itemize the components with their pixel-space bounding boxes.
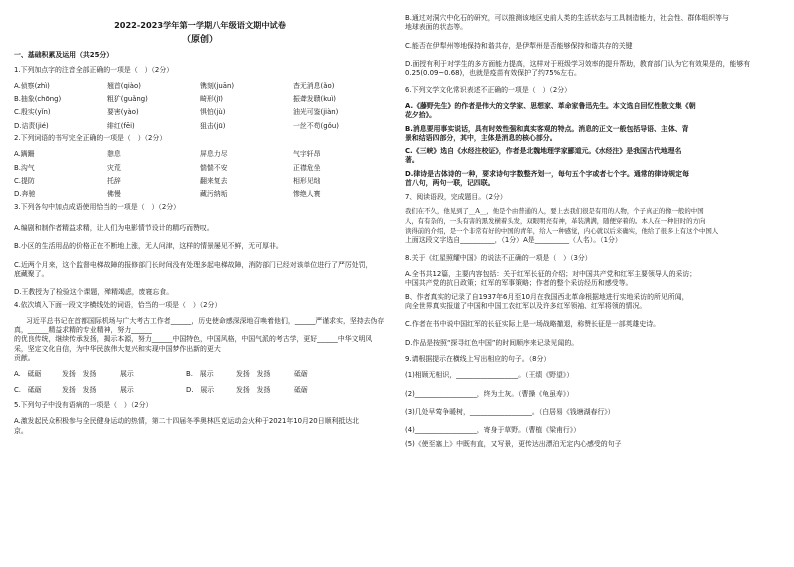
question-8-option-c: C.作者在书中说中国红军的长征实际上是一场战略撤退，称赞长征是一部英雄史诗。 xyxy=(405,320,661,329)
question-5-option-d: D.面授有利于对学生的多方面能力提高，这样对于班级学习效率的提升帮助，教育部门认为它有效果是的，能够有 xyxy=(405,59,751,68)
option-text: 畸形(jī) xyxy=(200,95,223,104)
question-5-option-b: B.通过对洞穴中化石的研究，可以推测该地区史前人类的生活状态与工具制造能力，社会性、群体组织等与 xyxy=(405,14,729,22)
question-4-passage: 习近平总书记在首都国际机场与广大考古工作者______，历史使命感深深地召唤着他们，______严谨求实，坚持去伪存真，______精益求精的专业精神，努力______ xyxy=(14,316,385,335)
question-1-stem: 1.下列加点字的注音全部正确的一项是（ ）（2分） xyxy=(14,65,174,74)
question-6-stem: 6.下列文学文化常识表述不正确的一项是（ ）（2分） xyxy=(405,85,571,94)
option-text: 砥砺 xyxy=(294,370,308,379)
question-9-line: (4)__________________，寄身于草野。（曹植《梁甫行》） xyxy=(405,426,581,435)
option-text: A. 砥砺 xyxy=(14,370,42,379)
option-text: A.蹒跚 xyxy=(14,150,35,159)
option-text: 佛慢 xyxy=(107,190,121,199)
question-5-stem: 5.下列句子中没有语病的一项是（ ）（2分） xyxy=(14,401,153,410)
question-5-option-a: A.激发起民众积极参与全民健身运动的热情，第二十四届冬季奥林匹克运动会火种于2021年10月20日顺利抵达北 xyxy=(14,417,360,426)
option-text: B.抽象(chōng) xyxy=(14,95,62,104)
option-text: 一丝不苟(gǒu) xyxy=(293,121,339,130)
option-text: 发扬 发扬 xyxy=(62,385,97,394)
question-7-stem: 7、阅读语段，完成题目。（2分） xyxy=(405,193,507,202)
option-text: 翻来复去 xyxy=(200,177,228,186)
question-3-option-c: C.近两个月来，这个监督电梯故障的报修部门长时间没有处理多起电梯故障，消防部门已经对该单位进行了严厉处罚， xyxy=(14,260,373,269)
option-text: 藏污纳垢 xyxy=(200,190,228,199)
question-3-option-a: A.编剧和制作者精益求精，让人们为电影情节设计的精巧而赞叹。 xyxy=(14,223,214,232)
option-text: 粗犷(guǎng) xyxy=(107,95,148,104)
question-4-option-row xyxy=(14,386,386,395)
option-text: 灾荒 xyxy=(107,163,121,172)
question-2-option-row xyxy=(14,150,386,159)
question-6-option-a-cont: 花夕拾》。 xyxy=(405,111,437,120)
question-3-option-c-cont: 底藏聚了。 xyxy=(14,269,49,278)
option-text: 托辞 xyxy=(107,177,121,186)
option-text: 振聋发聩(kuì) xyxy=(293,95,336,104)
option-text: 惨绝人寰 xyxy=(293,190,321,199)
option-text: 镌刻(juān) xyxy=(200,81,235,90)
option-text: 杳无消息(ǎo) xyxy=(293,81,335,90)
question-1-option-row xyxy=(14,95,386,104)
option-text: B. 展示 xyxy=(186,370,214,379)
question-6-option-a: A.《藤野先生》的作者是伟大的文学家、思想家、革命家鲁迅先生。本文选自回忆性散文集《朝 xyxy=(405,101,696,110)
question-2-option-row xyxy=(14,190,386,199)
question-8-option-a-cont: 中国共产党的抗日政策；红军的军事策略；作者的整个采访经历和感受等。 xyxy=(405,279,633,288)
question-8-option-b: B、作者真实的记录了自1937年6月至10月在我国西北革命根据地进行实地采访的所见所闻， xyxy=(405,292,689,301)
option-text: 气宇轩昂 xyxy=(293,150,321,159)
question-4-stem: 4.依次填入下面一段文字横线处的词语，恰当的一项是（ ）（2分） xyxy=(14,300,222,309)
question-8-option-d: D.作品是按照“探寻红色中国”的时间顺序来记录见闻的。 xyxy=(405,338,579,347)
question-5-option-b-cont: 地球表面的状态等。 xyxy=(405,23,468,32)
question-5-option-a-cont: 京。 xyxy=(14,426,28,435)
question-6-option-d-cont: 首八句，两句一联，记四联。 xyxy=(405,179,495,188)
question-3-option-d: D.王教授为了检验这个课题，殚精竭虑，废寝忘食。 xyxy=(14,288,174,297)
question-5-option-d-cont: 0.25(0.09~0.68)，也就是疫苗有效保护了约75%左右。 xyxy=(405,69,581,78)
question-9-line: (3)几处早莺争暖树，__________________。（白居易《钱塘湖春行》） xyxy=(405,407,615,416)
section-heading: 一、基础积累及运用（共25分） xyxy=(14,51,114,60)
option-text: 发扬 发扬 xyxy=(62,370,97,379)
question-4-passage: 的优良传统，继续传承发扬，揭示本源，努力______中国特色，中国风格，中国气派的考古学，更好______中华文明风采，坚定文化自信，为中华民族伟大复兴和实现中国梦作出新的更大 xyxy=(14,335,373,353)
question-2-stem: 2.下列词语的书写完全正确的一项是（ ）（2分） xyxy=(14,134,167,143)
passage-line: 读得前的介绍，是一个非常有好的中国的青年，给人一种感觉，内心就以后来确实，他给了很多上有这个中国人 xyxy=(405,226,719,235)
question-9-line: (1)相顾无相识，__________________。（王绩《野望》） xyxy=(405,371,574,380)
question-1-option-row xyxy=(14,108,386,117)
question-1-option-row xyxy=(14,122,386,131)
exam-subtitle: （原创） xyxy=(181,35,218,46)
option-text: D.奔驰 xyxy=(14,190,36,199)
option-text: A.侦察(zhì) xyxy=(14,81,50,90)
option-text: 惧怕(jù) xyxy=(200,108,226,117)
question-8-option-b-cont: 向全世界真实报道了中国和中国工农红军以及许多红军领袖、红军将领的情况。 xyxy=(405,302,647,311)
question-2-option-row xyxy=(14,164,386,173)
option-text: 惴惴不安 xyxy=(200,163,228,172)
question-6-option-c: C.《三峡》选自《水经注校证》，作者是北魏地理学家郦道元。《水经注》是我国古代地理名 xyxy=(405,147,682,156)
question-6-option-b-cont: 景和结语四部分，其中，主体是消息的核心部分。 xyxy=(405,133,557,142)
question-4-option-row xyxy=(14,370,386,379)
option-text: 展示 xyxy=(120,370,134,379)
option-text: 屏息力尽 xyxy=(200,150,228,159)
option-text: C. 砥砺 xyxy=(14,385,42,394)
option-text: 发扬 发扬 xyxy=(236,370,271,379)
left-column xyxy=(14,14,386,436)
option-text: 正襟危坐 xyxy=(293,163,321,172)
option-text: 相形见绌 xyxy=(293,177,321,186)
option-text: 油光可鉴(jiàn) xyxy=(293,108,339,117)
question-7-prompt: 上面这段文字选自__________，（1分）A是__________（人名）。（1分） xyxy=(405,236,622,245)
question-7-passage xyxy=(405,207,783,237)
option-text: 要害(yào) xyxy=(107,108,139,117)
question-6-option-b: B.消息要用事实说话，具有时效性强和真实客观的特点。消息的正文一般包括导语、主体、背 xyxy=(405,124,689,133)
question-8-stem: 8.关于《红星照耀中国》的说法不正确的一项是（ ）（3分） xyxy=(405,253,592,262)
option-text: 狙击(jū) xyxy=(200,121,226,130)
question-2-option-row xyxy=(14,177,386,186)
option-text: 发扬 发扬 xyxy=(236,385,271,394)
exam-title: 2022-2023学年第一学期八年级语文期中试卷 xyxy=(114,20,286,30)
question-6-option-c-cont: 著。 xyxy=(405,156,419,165)
option-text: C.殷实(yǐn) xyxy=(14,108,51,117)
question-9-line: (2)__________________，终为土灰。（曹操《龟虽寿》） xyxy=(405,389,574,398)
option-text: 绯红(fēi) xyxy=(107,121,135,130)
right-column xyxy=(405,14,783,449)
question-9-stem: 9.请根据提示在横线上写出相应的句子。（8分） xyxy=(405,354,551,363)
question-8-option-a: A.全书共12篇，主要内容包括：关于红军长征的介绍；对中国共产党和红军主要领导人的采访； xyxy=(405,270,697,279)
option-text: 翘首(qiào) xyxy=(107,81,141,90)
option-text: B.沟气 xyxy=(14,163,35,172)
option-text: 憩息 xyxy=(107,150,121,159)
question-3-option-b: B.小区的生活用品的价格正在不断地上涨，无人问津，这样的情景屡见不鲜，无可厚非。 xyxy=(14,242,283,251)
option-text: D.诘责(jié) xyxy=(14,121,49,130)
question-9-line: (5)《使至塞上》中既有直，又写景，更传达出漂泊无定内心感受的句子 xyxy=(405,439,622,448)
option-text: C.提防 xyxy=(14,177,35,186)
passage-line: 我们在不久，他见到了__A__，他是个由普通的人，要上去我们很是有用的人物，个子真正的像一般的中国 xyxy=(405,206,704,215)
option-text: 展示 xyxy=(120,385,134,394)
question-1-option-row xyxy=(14,82,386,91)
option-text: 砥砺 xyxy=(294,385,308,394)
passage-line: 人，有有杂的，一头有害的黑发横着头发，双眼明亮有神，革装满满，随便穿着的。本人在一种旧时的方向 xyxy=(405,216,706,225)
option-text: D. 展示 xyxy=(186,385,215,394)
question-4-passage: 贡献。 xyxy=(14,354,35,363)
question-6-option-d: D.律诗是古体诗的一种，要求诗句字数整齐划一，每句五个字或者七个字。通常的律诗规定每 xyxy=(405,169,689,178)
question-5-option-c: C.能否在伊犁州等地保持和谐共存，是伊犁州是否能够保持和谐共存的关键 xyxy=(405,41,633,50)
question-3-stem: 3.下列各句中加点成语使用恰当的一项是（ ）（2分） xyxy=(14,202,180,211)
